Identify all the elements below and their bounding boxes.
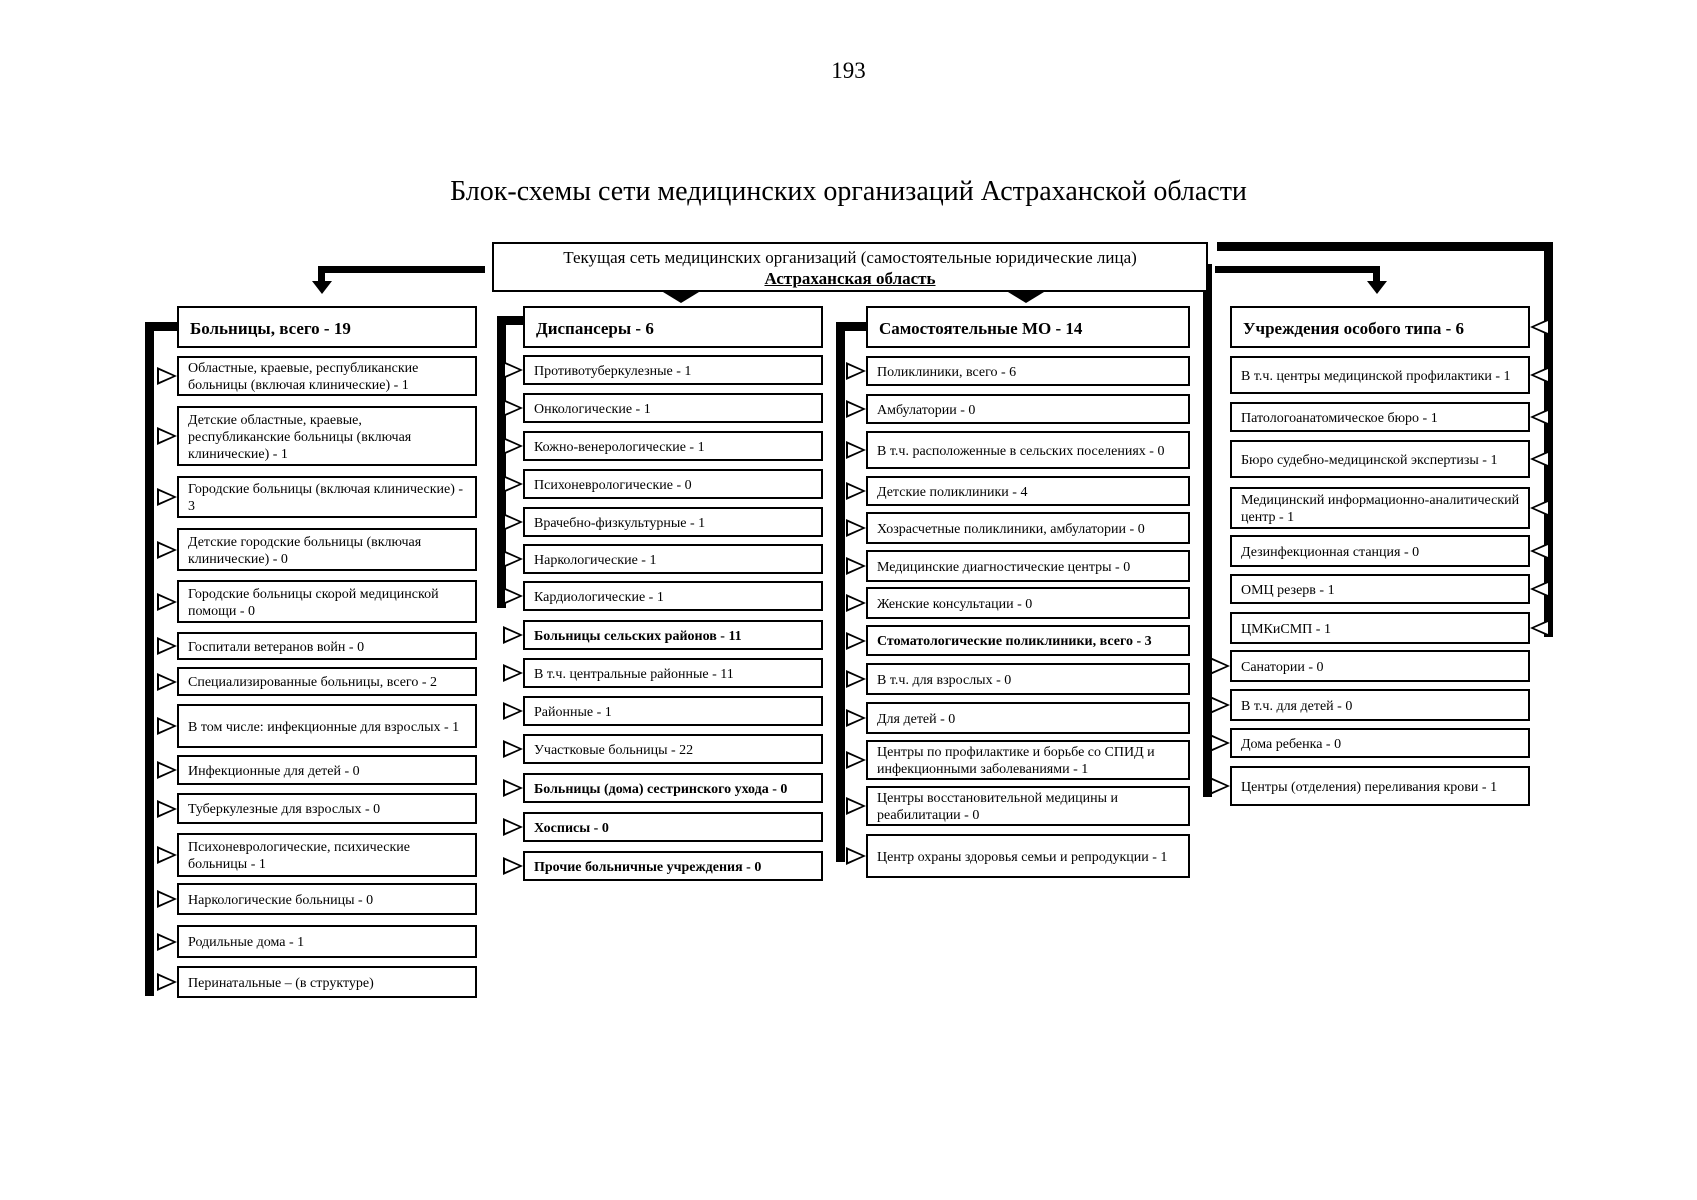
node-box: Наркологические больницы - 0 [177, 883, 477, 915]
connector-arrow-icon [157, 593, 177, 611]
node-box: Стоматологические поликлиники, всего - 3 [866, 625, 1190, 656]
node-box: Патологоанатомическое бюро - 1 [1230, 402, 1530, 432]
connector-arrow-icon [157, 427, 177, 445]
root-node [492, 242, 1208, 292]
connector-arrow-icon [846, 709, 866, 727]
node-box: Дома ребенка - 0 [1230, 728, 1530, 758]
node-box: В т.ч. центры медицинской профилактики - 1 [1230, 356, 1530, 394]
connector-arrow-icon [503, 475, 523, 493]
node-box: Для детей - 0 [866, 702, 1190, 734]
root-label: Текущая сеть медицинских организаций (самостоятельные юридические лица) [563, 248, 1137, 267]
connector-arrow-icon [503, 437, 523, 455]
node-box: Центр охраны здоровья семьи и репродукции - 1 [866, 834, 1190, 878]
arrow-down-icon [1008, 292, 1044, 303]
page-number: 193 [831, 58, 866, 83]
node-box: Онкологические - 1 [523, 393, 823, 423]
connector-line [1215, 266, 1380, 273]
connector-arrow-icon [503, 740, 523, 758]
connector-arrow-icon [846, 482, 866, 500]
connector-arrow-icon [157, 367, 177, 385]
node-box: В т.ч. центральные районные - 11 [523, 658, 823, 688]
connector-arrow-icon [846, 557, 866, 575]
node-box: Бюро судебно-медицинской экспертизы - 1 [1230, 440, 1530, 478]
column-spine [836, 322, 866, 331]
node-box: Центры по профилактике и борьбе со СПИД и инфекционными заболеваниями - 1 [866, 740, 1190, 780]
node-box: Больницы сельских районов - 11 [523, 620, 823, 650]
arrow-down-icon [312, 281, 332, 294]
node-box: Врачебно-физкультурные - 1 [523, 507, 823, 537]
node-box: Инфекционные для детей - 0 [177, 755, 477, 785]
connector-arrow-icon [846, 441, 866, 459]
node-box: Санатории - 0 [1230, 650, 1530, 682]
connector-arrow-icon [503, 857, 523, 875]
connector-arrow-icon [1530, 366, 1550, 384]
node-box: В т.ч. для взрослых - 0 [866, 663, 1190, 695]
connector-arrow-icon [846, 594, 866, 612]
column-header: Учреждения особого типа - 6 [1230, 306, 1530, 348]
node-box: Противотуберкулезные - 1 [523, 355, 823, 385]
node-box: В т.ч. расположенные в сельских поселениях - 0 [866, 431, 1190, 469]
node-box: Женские консультации - 0 [866, 587, 1190, 619]
arrow-down-icon [663, 292, 699, 303]
node-box: Хосписы - 0 [523, 812, 823, 842]
connector-arrow-icon [157, 541, 177, 559]
node-box: Специализированные больницы, всего - 2 [177, 667, 477, 696]
node-box: Психоневрологические, психические больницы - 1 [177, 833, 477, 877]
arrow-down-icon [1367, 281, 1387, 294]
node-box: Родильные дома - 1 [177, 925, 477, 958]
node-box: Медицинские диагностические центры - 0 [866, 550, 1190, 582]
connector-arrow-icon [157, 933, 177, 951]
root-region: Астраханская область [764, 269, 936, 288]
connector-arrow-icon [157, 761, 177, 779]
connector-arrow-icon [1530, 542, 1550, 560]
node-box: Наркологические - 1 [523, 544, 823, 574]
connector-arrow-icon [503, 399, 523, 417]
connector-arrow-icon [1210, 696, 1230, 714]
connector-arrow-icon [503, 664, 523, 682]
column-spine [497, 316, 523, 325]
connector-arrow-icon [846, 670, 866, 688]
node-box: Детские поликлиники - 4 [866, 476, 1190, 506]
column-spine [1203, 264, 1212, 797]
node-box: Поликлиники, всего - 6 [866, 356, 1190, 386]
node-box: Участковые больницы - 22 [523, 734, 823, 764]
connector-arrow-icon [1210, 777, 1230, 795]
connector-line [318, 266, 485, 273]
connector-arrow-icon [503, 779, 523, 797]
page-title: Блок-схемы сети медицинских организаций Астраханской области [450, 176, 1247, 207]
connector-arrow-icon [503, 702, 523, 720]
connector-arrow-icon [157, 890, 177, 908]
node-box: Городские больницы скорой медицинской помощи - 0 [177, 580, 477, 623]
node-box: Психоневрологические - 0 [523, 469, 823, 499]
connector-arrow-icon [503, 587, 523, 605]
connector-arrow-icon [157, 846, 177, 864]
node-box: ОМЦ резерв - 1 [1230, 574, 1530, 604]
connector-arrow-icon [1210, 734, 1230, 752]
node-box: Центры восстановительной медицины и реабилитации - 0 [866, 786, 1190, 826]
node-box: В том числе: инфекционные для взрослых - 1 [177, 704, 477, 748]
column-header: Больницы, всего - 19 [177, 306, 477, 348]
node-box: Хозрасчетные поликлиники, амбулатории - 0 [866, 512, 1190, 544]
connector-arrow-icon [157, 800, 177, 818]
node-box: Областные, краевые, республиканские больницы (включая клинические) - 1 [177, 356, 477, 396]
column-header: Диспансеры - 6 [523, 306, 823, 348]
node-box: Прочие больничные учреждения - 0 [523, 851, 823, 881]
connector-arrow-icon [846, 632, 866, 650]
connector-arrow-icon [1210, 657, 1230, 675]
connector-arrow-icon [1530, 619, 1550, 637]
connector-arrow-icon [157, 637, 177, 655]
node-box: Детские городские больницы (включая клинические) - 0 [177, 528, 477, 571]
connector-arrow-icon [503, 361, 523, 379]
connector-arrow-icon [1530, 408, 1550, 426]
connector-arrow-icon [157, 488, 177, 506]
column-spine [145, 322, 177, 331]
node-box: Дезинфекционная станция - 0 [1230, 535, 1530, 567]
node-box: Городские больницы (включая клинические) - 3 [177, 476, 477, 518]
connector-arrow-icon [846, 519, 866, 537]
node-box: Госпитали ветеранов войн - 0 [177, 632, 477, 660]
connector-arrow-icon [157, 673, 177, 691]
connector-arrow-icon [846, 797, 866, 815]
node-box: Кардиологические - 1 [523, 581, 823, 611]
column-header: Самостоятельные МО - 14 [866, 306, 1190, 348]
connector-arrow-icon [1530, 318, 1550, 336]
column-spine [836, 322, 845, 862]
connector-arrow-icon [1530, 450, 1550, 468]
connector-arrow-icon [1530, 499, 1550, 517]
connector-arrow-icon [157, 717, 177, 735]
column-spine [1217, 242, 1553, 251]
connector-arrow-icon [846, 400, 866, 418]
node-box: ЦМКиСМП - 1 [1230, 612, 1530, 644]
node-box: Детские областные, краевые, республиканские больницы (включая клинические) - 1 [177, 406, 477, 466]
connector-arrow-icon [846, 362, 866, 380]
node-box: Районные - 1 [523, 696, 823, 726]
node-box: Центры (отделения) переливания крови - 1 [1230, 766, 1530, 806]
column-spine [1544, 242, 1553, 637]
column-spine [145, 322, 154, 996]
node-box: Медицинский информационно-аналитический центр - 1 [1230, 487, 1530, 529]
node-box: В т.ч. для детей - 0 [1230, 689, 1530, 721]
node-box: Туберкулезные для взрослых - 0 [177, 793, 477, 824]
connector-arrow-icon [846, 751, 866, 769]
connector-arrow-icon [503, 513, 523, 531]
connector-arrow-icon [157, 973, 177, 991]
connector-arrow-icon [503, 626, 523, 644]
connector-arrow-icon [503, 550, 523, 568]
connector-arrow-icon [1530, 580, 1550, 598]
connector-arrow-icon [846, 847, 866, 865]
connector-arrow-icon [503, 818, 523, 836]
node-box: Перинатальные – (в структуре) [177, 966, 477, 998]
node-box: Кожно-венерологические - 1 [523, 431, 823, 461]
node-box: Амбулатории - 0 [866, 394, 1190, 424]
node-box: Больницы (дома) сестринского ухода - 0 [523, 773, 823, 803]
